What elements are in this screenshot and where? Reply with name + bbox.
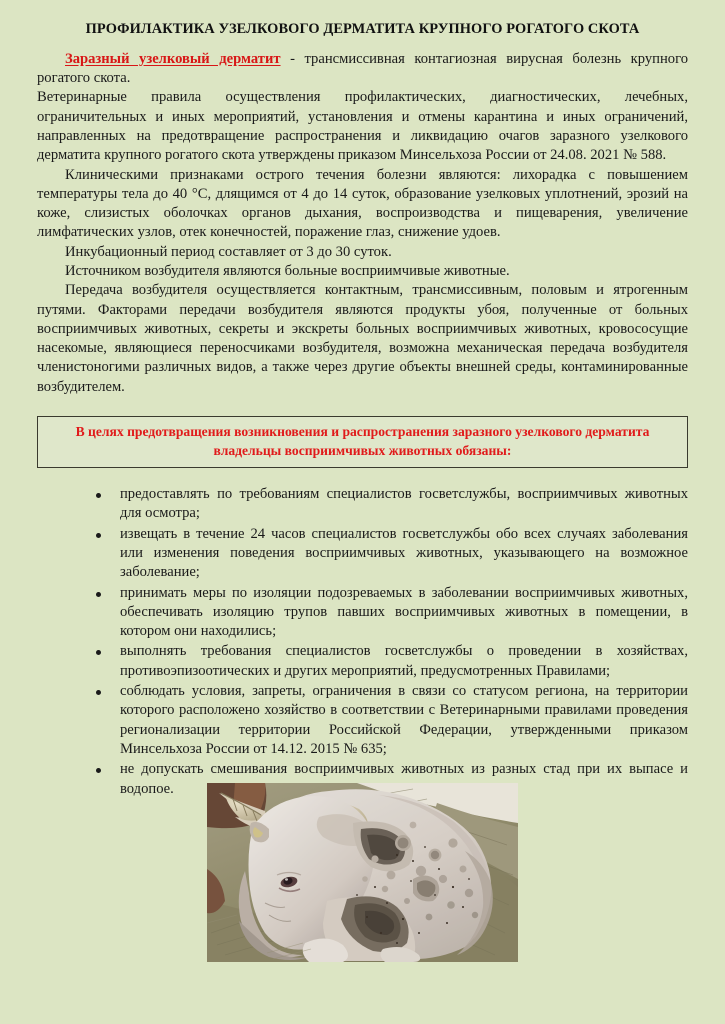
- paragraph-source: Источником возбудителя являются больные восприимчивые животные.: [65, 262, 510, 279]
- body-text-block: [0, 50, 725, 397]
- cow-photo: [207, 783, 518, 962]
- list-item: принимать меры по изоляции подозреваемых в заболевании восприимчивых животных, обеспечивать изоляцию трупов павших восприимчивых животных в помещении, в котором они находились;: [93, 584, 688, 642]
- cow-photo-illustration: [207, 783, 518, 962]
- list-item: выполнять требования специалистов госветслужбы о проведении в хозяйствах, противоэпизоотических и других мероприятий, предусмотренных Правилами;: [93, 642, 688, 681]
- page-title: ПРОФИЛАКТИКА УЗЕЛКОВОГО ДЕРМАТИТА КРУПНОГО РОГАТОГО СКОТА: [85, 21, 640, 37]
- paragraph-transmission: Передача возбудителя осуществляется контактным, трансмиссивным, половым и ятрогенным путями. Факторами передачи возбудителя являются продукты убоя, полученные от больных восприимчивых животных, секреты и экскреты больных восприимчивых животных, кровососущие насекомые, являющиеся переносчиками возбудителя, возможна механическая передача возбудителя членистоногими различных видов, а также через другие объекты внешней среды, контаминированные возбудителем.: [37, 282, 688, 395]
- list-item: извещать в течение 24 часов специалистов госветслужбы обо всех случаях заболевания или изменения поведения восприимчивых животных, указывающего на возможное заболевание;: [93, 525, 688, 583]
- list-item: не допускать смешивания восприимчивых животных из разных стад при их выпасе и водопое.: [93, 760, 688, 799]
- callout-text: В целях предотвращения возникновения и распространения заразного узелкового дерматита владельцы восприимчивых животных обязаны:: [75, 424, 650, 458]
- intro-tail: - трансмиссивная контагиозная вирусная болезнь крупного рогатого скота.: [37, 50, 688, 87]
- highlighted-term: Заразный узелковый дерматит: [65, 50, 281, 67]
- list-item: соблюдать условия, запреты, ограничения в связи со статусом региона, на территории которого расположено хозяйство в соответствии с Ветеринарными правилами проведения регионализации территории Российской Федерации, утвержденными приказом Минсельхоза России от 14.12. 2015 № 635;: [93, 682, 688, 759]
- callout-box: [37, 416, 688, 468]
- intro-paragraph: [37, 50, 688, 89]
- duties-list: [0, 485, 725, 799]
- list-item: предоставлять по требованиям специалистов госветслужбы, восприимчивых животных для осмотра;: [93, 485, 688, 524]
- paragraph-clinical-signs: Клиническими признаками острого течения болезни являются: лихорадка с повышением температуры тела до 40 °C, длящимся от 4 до 14 суток, образование узелковых уплотнений, эрозий на коже, слизистых оболочках органов дыхания, воспроизводства и пищеварения, увеличение лимфатических узлов, отек конечностей, поражение глаз, снижение удоев.: [37, 166, 688, 241]
- paragraph-rules: Ветеринарные правила осуществления профилактических, диагностических, лечебных, ограничительных и иных мероприятий, установления и отмены карантина и иных ограничений, направленных на предотвращение распространения и ликвидацию очагов заразного узелкового дерматита крупного рогатого скота утверждены приказом Минсельхоза России от 24.08. 2021 № 588.: [37, 89, 688, 164]
- paragraph-incubation: Инкубационный период составляет от 3 до 30 суток.: [65, 243, 392, 260]
